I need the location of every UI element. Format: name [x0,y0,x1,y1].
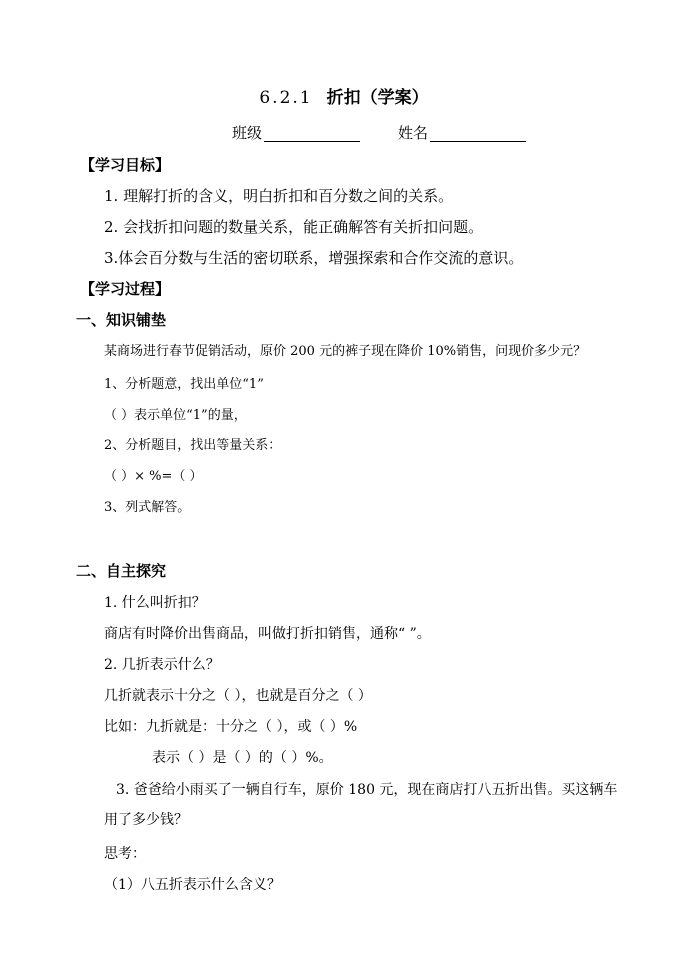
question-3-line-1: 3. 爸爸给小雨买了一辆自行车，原价 180 元，现在商店打八五折出售。买这辆车 [116,782,618,798]
question-1: 1. 什么叫折扣？ [104,595,206,611]
process-heading: 【学习过程】 [80,280,171,298]
question-2-text: 几折就表示十分之（ ），也就是百分之（ ） [104,688,372,704]
question-1-text: 商店有时降价出售商品，叫做打折扣销售，通称“ ”。 [104,626,431,642]
title-name: 折扣（学案） [326,88,429,108]
goal-item: 1. 理解打折的含义，明白折扣和百分数之间的关系。 [104,187,454,205]
step-1-blank: （ ）表示单位“1”的量， [104,408,247,423]
name-blank[interactable] [430,126,526,142]
think-label: 思考： [104,846,146,862]
question-2-example: 比如：九折就是：十分之（ ），或（ ）% [104,719,358,735]
step-1: 1、分析题意，找出单位“1” [104,377,264,392]
section2-heading: 二、自主探究 [76,562,167,580]
name-label: 姓名 [398,124,429,142]
think-question-1: （1）八五折表示什么含义？ [104,877,281,893]
step-2-blank: （ ）× %=（ ） [104,469,203,484]
section1-heading: 一、知识铺垫 [76,311,167,329]
question-2: 2. 几折表示什么？ [104,657,220,673]
step-2: 2、分析题目，找出等量关系： [104,438,282,453]
goal-item: 3.体会百分数与生活的密切联系，增强探索和合作交流的意识。 [104,249,524,267]
class-name-line [232,124,526,142]
title-number: 6.2.1 [259,88,313,108]
goals-heading: 【学习目标】 [80,156,171,174]
goal-item: 2. 会找折扣问题的数量关系，能正确解答有关折扣问题。 [104,218,484,236]
question-2-example-2: 表示（ ）是（ ）的（ ）%。 [152,750,333,766]
problem-text: 某商场进行春节促销活动，原价 200 元的裤子现在降价 10%销售，问现价多少元？ [104,344,587,359]
class-label: 班级 [232,124,263,142]
step-3: 3、列式解答。 [104,500,191,515]
class-blank[interactable] [264,126,360,142]
page-title [0,88,688,108]
question-3-line-2: 用了多少钱？ [104,812,188,828]
